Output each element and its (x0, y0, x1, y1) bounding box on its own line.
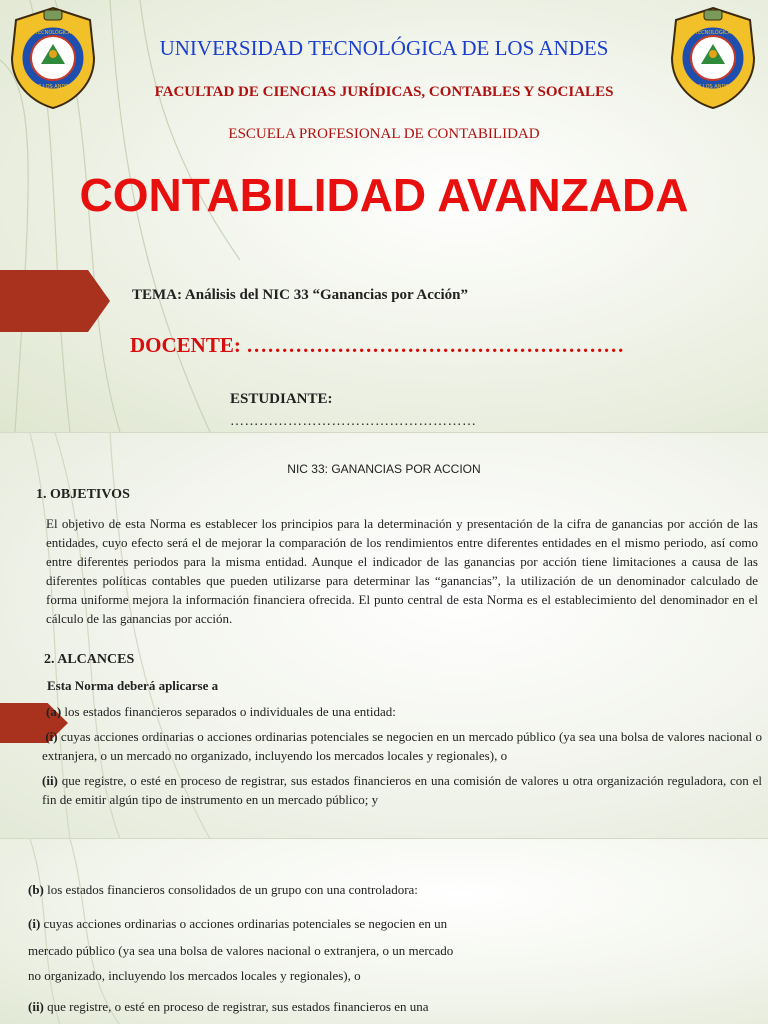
list-marker: (b) (28, 882, 44, 897)
red-arrow-shape (0, 270, 110, 332)
list-marker: (ii) (42, 773, 58, 788)
cover-slide (0, 0, 768, 432)
student-label: ESTUDIANTE: (230, 391, 333, 407)
list-item-ii (42, 771, 762, 809)
list-text: los estados financieros consolidados de un grupo con una controladora: (43, 882, 418, 897)
faculty-name: FACULTAD DE CIENCIAS JURÍDICAS, CONTABLES Y SOCIALES (154, 84, 614, 100)
objectives-paragraph: El objetivo de esta Norma es establecer los principios para la determinación y presentación de la cifra de ganancias por acción de las entidades, cuyo efecto será el de mejorar la comparación de los rendimientos entre diferentes entidades en el mismo periodo, así como entre diferentes periodos para la misma entidad. Aunque el indicador de las ganancias por acción tiene limitaciones a causa de las diferentes políticas contables que pueden utilizarse para determinar las “ganancias”, la utilización de un denominador calculado de forma uniforme mejora la información financiera ofrecida. El punto central de esta Norma es el establecimiento del denominador en el cálculo de las ganancias por acción. (46, 516, 758, 626)
list-text: cuyas acciones ordinarias o acciones ordinarias potenciales se negocien en un mercado público (ya sea una bolsa de valores nacional o extranjera, o un mercado no organizado, incluyendo los mercados locales y regionales), o (42, 729, 762, 763)
list-item-ii (28, 999, 429, 1015)
school-name: ESCUELA PROFESIONAL DE CONTABILIDAD (228, 126, 540, 142)
topic-line: TEMA: Análisis del NIC 33 “Ganancias por Acción” (132, 287, 469, 303)
list-marker: (i) (45, 729, 58, 744)
svg-text:DE LOS ANDES: DE LOS ANDES (694, 84, 732, 90)
list-marker: (i) (28, 916, 41, 931)
list-text: que registre, o esté en proceso de registrar, sus estados financieros en una (43, 999, 429, 1014)
list-text-continued: no organizado, incluyendo los mercados locales y regionales), o (28, 968, 361, 983)
list-text: cuyas acciones ordinarias o acciones ordinarias potenciales se negocien en un (40, 916, 448, 931)
list-text: que registre, o esté en proceso de registrar, sus estados financieros en una comisión de valores u otra organización reguladora, con el fin de emitir algún tipo de instrumento en un mercado público; y (42, 773, 762, 807)
list-item-b (28, 882, 418, 898)
list-item-i (42, 727, 762, 765)
svg-text:TECNOLÓGICA: TECNOLÓGICA (694, 30, 732, 36)
list-text: los estados financieros separados o individuales de una entidad: (61, 704, 396, 719)
university-name: UNIVERSIDAD TECNOLÓGICA DE LOS ANDES (159, 36, 609, 60)
svg-text:DE LOS ANDES: DE LOS ANDES (34, 84, 72, 90)
course-title: CONTABILIDAD AVANZADA (79, 169, 689, 221)
list-item-i (28, 916, 447, 932)
section-heading-alcances: 2. ALCANCES (44, 652, 135, 667)
list-item-a (46, 702, 396, 721)
student-placeholder: …………………………………………… (230, 414, 477, 429)
list-text-continued: mercado público (ya sea una bolsa de valores nacional o extranjera, o un mercado (28, 943, 454, 958)
section-heading-objetivos: 1. OBJETIVOS (36, 487, 130, 502)
slide-title: NIC 33: GANANCIAS POR ACCION (287, 462, 481, 476)
list-marker: (a) (46, 704, 62, 719)
teacher-line: DOCENTE: ……………………………………………… (130, 333, 625, 357)
list-marker: (ii) (28, 999, 44, 1014)
logo-text: TECNOLÓGICA (34, 30, 72, 36)
scope-intro: Esta Norma deberá aplicarse a (47, 678, 219, 693)
